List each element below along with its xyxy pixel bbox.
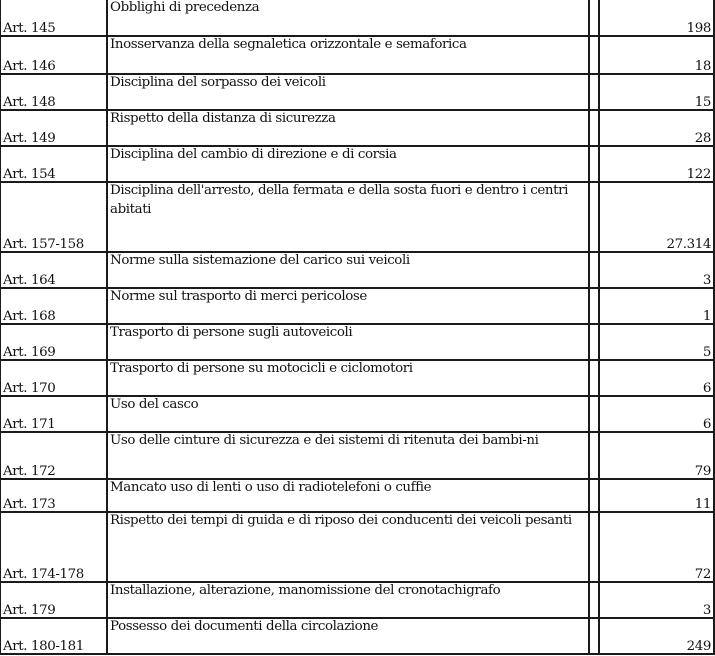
description-cell bbox=[107, 36, 589, 74]
count-cell bbox=[599, 512, 714, 582]
count-cell bbox=[599, 36, 714, 74]
column-separator bbox=[589, 74, 599, 110]
description-cell bbox=[107, 74, 589, 110]
column-separator bbox=[589, 618, 599, 654]
article-label: Art. 145 bbox=[3, 21, 56, 36]
count-value: 6 bbox=[702, 417, 711, 432]
description-cell bbox=[107, 512, 589, 582]
count-cell bbox=[599, 182, 714, 252]
article-label: Art. 179 bbox=[3, 603, 56, 618]
description-text: Rispetto dei tempi di guida e di riposo dei conducenti dei veicoli pesanti bbox=[110, 513, 572, 528]
article-label: Art. 157-158 bbox=[3, 237, 84, 252]
count-cell bbox=[599, 252, 714, 288]
description-text: Trasporto di persone su motocicli e ciclomotori bbox=[110, 361, 413, 376]
column-separator bbox=[589, 396, 599, 432]
article-cell bbox=[0, 360, 107, 396]
count-cell bbox=[599, 479, 714, 512]
column-separator bbox=[589, 360, 599, 396]
article-cell bbox=[0, 618, 107, 654]
description-text: Norme sul trasporto di merci pericolose bbox=[110, 289, 367, 304]
article-cell bbox=[0, 110, 107, 146]
count-value: 198 bbox=[686, 21, 711, 36]
count-value: 18 bbox=[694, 59, 711, 74]
article-label: Art. 173 bbox=[3, 497, 56, 512]
table-row bbox=[0, 360, 714, 396]
description-text: Norme sulla sistemazione del carico sui veicoli bbox=[110, 253, 410, 268]
description-text: Disciplina del sorpasso dei veicoli bbox=[110, 75, 326, 90]
article-cell bbox=[0, 0, 107, 36]
description-cell bbox=[107, 479, 589, 512]
table-row bbox=[0, 618, 714, 654]
article-label: Art. 149 bbox=[3, 131, 56, 146]
description-text: Uso delle cinture di sicurezza e dei sistemi di ritenuta dei bambi-ni bbox=[110, 433, 539, 448]
count-value: 3 bbox=[702, 603, 711, 618]
table-row bbox=[0, 110, 714, 146]
article-cell bbox=[0, 146, 107, 182]
count-cell bbox=[599, 0, 714, 36]
count-cell bbox=[599, 396, 714, 432]
description-cell bbox=[107, 182, 589, 252]
description-cell bbox=[107, 288, 589, 324]
table-row bbox=[0, 512, 714, 582]
article-label: Art. 168 bbox=[3, 309, 56, 324]
count-cell bbox=[599, 432, 714, 479]
table-row bbox=[0, 0, 714, 36]
table-row bbox=[0, 36, 714, 74]
count-value: 3 bbox=[702, 273, 711, 288]
column-separator bbox=[589, 512, 599, 582]
article-label: Art. 169 bbox=[3, 345, 56, 360]
count-value: 5 bbox=[702, 345, 711, 360]
article-cell bbox=[0, 582, 107, 618]
description-text: Trasporto di persone sugli autoveicoli bbox=[110, 325, 353, 340]
article-cell bbox=[0, 288, 107, 324]
column-separator bbox=[589, 252, 599, 288]
article-label: Art. 148 bbox=[3, 95, 56, 110]
count-cell bbox=[599, 324, 714, 360]
description-cell bbox=[107, 252, 589, 288]
column-separator bbox=[589, 324, 599, 360]
description-cell bbox=[107, 582, 589, 618]
column-separator bbox=[589, 182, 599, 252]
article-cell bbox=[0, 182, 107, 252]
count-cell bbox=[599, 110, 714, 146]
count-cell bbox=[599, 74, 714, 110]
count-value: 122 bbox=[686, 167, 711, 182]
article-cell bbox=[0, 252, 107, 288]
column-separator bbox=[589, 0, 599, 36]
count-value: 6 bbox=[702, 381, 711, 396]
description-cell bbox=[107, 360, 589, 396]
article-label: Art. 171 bbox=[3, 417, 56, 432]
article-cell bbox=[0, 74, 107, 110]
column-separator bbox=[589, 582, 599, 618]
description-cell bbox=[107, 324, 589, 360]
description-text: Uso del casco bbox=[110, 397, 199, 412]
table-row bbox=[0, 288, 714, 324]
count-value: 27.314 bbox=[666, 237, 711, 252]
table-row bbox=[0, 582, 714, 618]
article-cell bbox=[0, 432, 107, 479]
column-separator bbox=[589, 36, 599, 74]
count-value: 11 bbox=[694, 497, 711, 512]
column-separator bbox=[589, 432, 599, 479]
count-cell bbox=[599, 360, 714, 396]
description-text: Installazione, alterazione, manomissione del cronotachigrafo bbox=[110, 583, 501, 598]
count-value: 249 bbox=[686, 639, 711, 654]
article-label: Art. 164 bbox=[3, 273, 56, 288]
count-cell bbox=[599, 288, 714, 324]
description-text: Inosservanza della segnaletica orizzontale e semaforica bbox=[110, 37, 467, 52]
table-row bbox=[0, 74, 714, 110]
description-text: Obblighi di precedenza bbox=[110, 0, 260, 15]
count-cell bbox=[599, 146, 714, 182]
description-text: Disciplina del cambio di direzione e di corsia bbox=[110, 147, 397, 162]
column-separator bbox=[589, 479, 599, 512]
article-label: Art. 174-178 bbox=[3, 567, 84, 582]
article-cell bbox=[0, 36, 107, 74]
article-label: Art. 180-181 bbox=[3, 639, 84, 654]
count-cell bbox=[599, 618, 714, 654]
column-separator bbox=[589, 146, 599, 182]
table-row bbox=[0, 396, 714, 432]
description-text: Disciplina dell'arresto, della fermata e della sosta fuori e dentro i centri abitati bbox=[110, 183, 568, 217]
table-row bbox=[0, 252, 714, 288]
article-label: Art. 146 bbox=[3, 59, 56, 74]
column-separator bbox=[589, 110, 599, 146]
description-text: Rispetto della distanza di sicurezza bbox=[110, 111, 336, 126]
table-row bbox=[0, 182, 714, 252]
description-cell bbox=[107, 396, 589, 432]
count-value: 79 bbox=[694, 464, 711, 479]
article-cell bbox=[0, 396, 107, 432]
count-value: 72 bbox=[694, 567, 711, 582]
description-cell bbox=[107, 146, 589, 182]
count-cell bbox=[599, 582, 714, 618]
article-label: Art. 172 bbox=[3, 464, 56, 479]
column-separator bbox=[589, 288, 599, 324]
description-text: Mancato uso di lenti o uso di radiotelefoni o cuffie bbox=[110, 480, 432, 495]
count-value: 1 bbox=[702, 309, 711, 324]
article-label: Art. 154 bbox=[3, 167, 56, 182]
article-cell bbox=[0, 512, 107, 582]
article-cell bbox=[0, 324, 107, 360]
article-cell bbox=[0, 479, 107, 512]
table-row bbox=[0, 432, 714, 479]
table-row bbox=[0, 324, 714, 360]
count-value: 28 bbox=[694, 131, 711, 146]
description-cell bbox=[107, 110, 589, 146]
description-cell bbox=[107, 0, 589, 36]
table-row bbox=[0, 146, 714, 182]
table-row bbox=[0, 479, 714, 512]
count-value: 15 bbox=[694, 95, 711, 110]
article-label: Art. 170 bbox=[3, 381, 56, 396]
description-cell bbox=[107, 618, 589, 654]
description-cell bbox=[107, 432, 589, 479]
description-text: Possesso dei documenti della circolazione bbox=[110, 619, 379, 634]
